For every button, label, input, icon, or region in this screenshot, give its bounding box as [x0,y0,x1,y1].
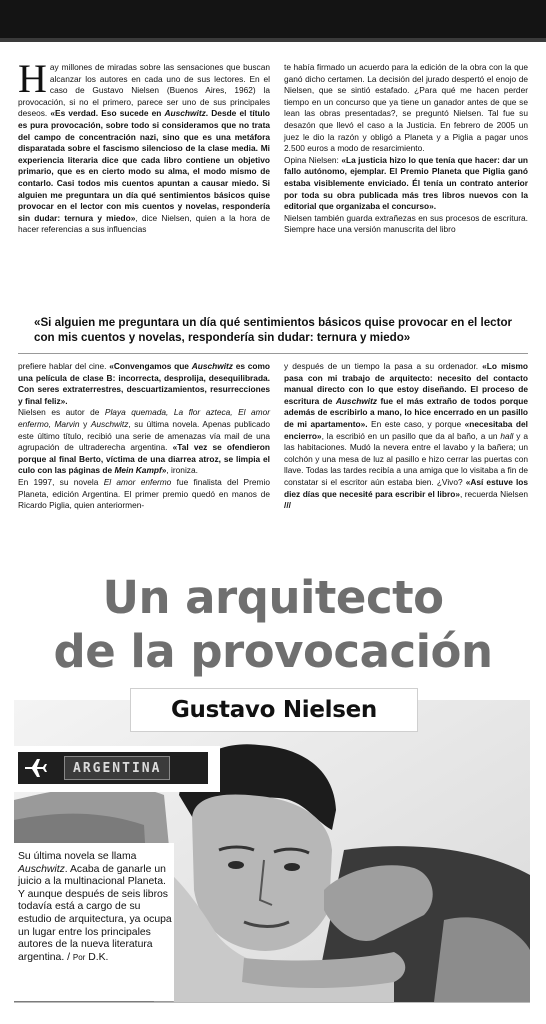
text-run: prefiere hablar del cine. [18,361,110,371]
text-run: «Tal vez se ofendieron porque al final Berto, víctima de una diarrea atroz, se limpia el culo con las páginas de [18,442,270,476]
text-run: fue el más extraño de todos porque además de escribirlo a mano, lo hice encerrado en un pasillo de mi apartamento». [284,395,528,429]
article-column-top-right [284,62,528,236]
text-run: , la escribió en un pasillo que da al baño, a un [321,430,501,441]
headline-line-1: Un arquitecto [102,571,444,624]
text-run: Auschwitz [191,361,233,371]
divider-rule [18,353,528,354]
text-run: fue finalista del Premio Planeta, edición Argentina. El primer premio quedó en manos de Ricardo Piglia, quien anteriormen- [18,476,270,511]
text-run: «La justicia hizo lo que tenía que hacer: dar un fallo autónomo, ejemplar. El Premio Planeta que Piglia ganó estaba visiblemente enviciado. Él tenía un contrato anterior por toda su obra publicada más tres libros nuevos con la editorial que organizaba el concurso». [284,154,529,212]
caption-book-title: Auschwitz [18,863,65,875]
column-text [284,361,528,510]
text-run: Auschwitz [90,418,129,429]
caption-credit-prefix: Por [72,952,86,962]
text-run: En este caso, y porque [367,418,465,429]
country-tag-bar [18,752,208,784]
text-run: Playa quemada, La flor azteca, El amor enfermo, Marvin [18,407,270,429]
text-run: y después de un tiempo la pasa a su ordenador. [284,361,483,371]
text-run: «Es verdad. Eso sucede en [50,108,165,119]
column-text [18,361,270,510]
text-run: . Desde el título es pura provocación, sobre todo si consideramos que no trata del campo de concentración nazi, sino que es una metáfora disparatada sobre el fascismo silencioso de la clase media. Mi experiencia literaria dice que cada libro contiene un objetivo primario, que es en cierto modo su alma, el modo mismo de contarlo. Casi todos mis cuentos apuntan a causar miedo. Si alguien me preguntara un día qué sentimientos básicos quise provocar en el lector con mis cuentos y novelas, respondería sin dudar: ternura y miedo» [18,108,270,223]
drop-cap: H [18,56,47,101]
text-run: En 1997, su novela [18,476,104,487]
text-run: «Así estuve los diez días que necesité para escribir el libro» [284,476,528,499]
text-run: hall [500,430,514,441]
country-tag [14,746,220,792]
column-text [18,56,270,235]
text-run: Mein Kampf [114,465,162,476]
bottom-rule [14,1002,530,1003]
text-run: /// [284,500,291,511]
text-run: y a las habitaciones. Mudó la nevera entre el lavabo y la bañera; un colchón y una mesa de luz al pasillo e hizo cerrar las puertas con llave. Todas las tardes recibía a una amiga que lo visitaba a fin de constatar si el escritor aún estaba bien. ¿Vivo? [284,430,528,487]
text-run: » [161,465,167,476]
text-run: «necesitaba del encierro» [284,418,528,441]
text-run: El amor enfermo [103,476,172,487]
text-run: «Lo mismo pasa con mi trabajo de arquitecto: necesito del contacto manual directo con lo que estoy diseñando. El proceso de escritura de [284,361,528,406]
article-column-mid-left [18,361,270,512]
pull-quote: «Si alguien me preguntara un día qué sentimientos básicos quise provocar en el lector con mis cuentos y novelas, respondería sin dudar: ternura y miedo» [34,316,513,344]
byline-box [130,688,418,732]
photo-caption [18,851,172,964]
text-run: te había firmado un acuerdo para la edición de la obra con la que ganó dicho certamen. La decisión del jurado despertó el enojo de Nielsen, que se sintió estafado. ¿Para qué me hacen perder tiempo en un concurso que ya tiene un ganador antes de que se lean las obras presentadas?, se preguntó Nielsen. Tal fue su desazón que llevó el caso a la Justicia. En febrero de 2005 un juez le dio la razón y obligó a Planeta y a Piglia a pagar unos 2.500 euros a modo de resarcimiento. [284,62,528,154]
text-run: Auschwitz [164,108,206,119]
text-run: Nielsen es autor de [18,407,105,418]
text-run: Auschwitz [335,395,378,406]
text-run: , su última novela. Apenas publicado este último título, recibió una serie de amenazas vía mail de una agrupación de ultraderecha argentina. [18,418,270,453]
text-run: ay millones de miradas sobre las sensaciones que buscan alcanzar los autores en cada uno de sus lectores. En el caso de Gustavo Nielsen (Buenos Aires, 1962) la provocación, si no el primero, parece ser uno de sus principales deseos. [18,62,270,119]
airplane-icon [18,752,52,784]
caption-text-2: . Acaba de ganarle un juicio a la multinacional Planeta. Y aunque después de seis libros todavía está a cargo de su estudio de arquitectura, ya ocupa un lugar entre los principales autores de la nueva literatura argentina. / [18,863,172,963]
article-column-mid-right [284,361,528,512]
caption-text: Su última novela se llama [18,851,137,862]
text-run: , ironiza. [166,465,198,476]
author-byline: Gustavo Nielsen [170,697,378,723]
text-run: Opina Nielsen: [284,154,342,165]
text-run: , recuerda Nielsen [459,488,529,499]
country-label: ARGENTINA [64,756,170,780]
headline-line-2: de la provocación [53,625,493,678]
top-dark-band [0,0,546,42]
caption-credit: D.K. [85,951,109,963]
text-run: «Convengamos que [109,361,192,371]
column-text [284,62,528,234]
text-run: Nielsen también guarda extrañezas en sus procesos de escritura. Siempre hace una versión manuscrita del libro [284,212,528,235]
text-run: y [79,418,91,429]
article-column-top-left [18,56,270,236]
text-run: es como una película de clase B: incorrecta, desprolija, desequilibrada. Con seres extraterrestres, descuartizamientos, resurrecciones y final feliz». [18,361,270,406]
photo-caption-box [14,843,174,1001]
text-run: , dice Nielsen, quien a la hora de hacer referencias a sus influencias [18,212,270,235]
